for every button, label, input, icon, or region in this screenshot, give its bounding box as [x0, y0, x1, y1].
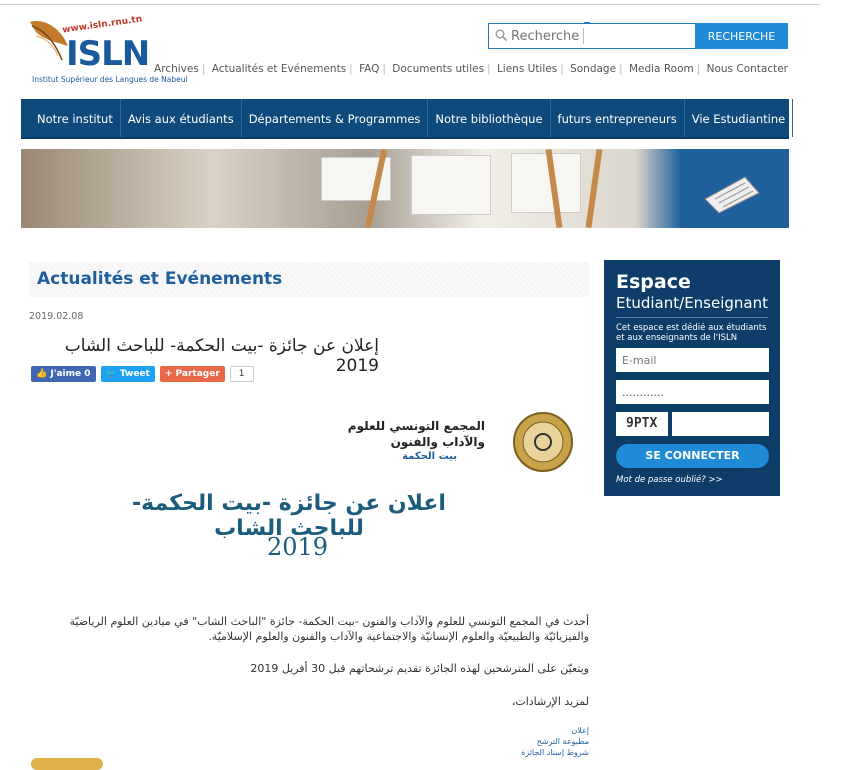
poster-org-line3: بيت الحكمة [402, 451, 457, 462]
search-cursor [584, 22, 590, 24]
forgot-password-link[interactable]: Mot de passe oublié? >> [616, 475, 723, 485]
post-title: إعلان عن جائزة -بيت الحكمة- للباحث الشاب 2019 [64, 336, 379, 376]
captcha-input[interactable] [672, 412, 769, 436]
share-button[interactable]: + Partager [160, 366, 225, 382]
search-input[interactable] [489, 24, 697, 48]
nav-departements[interactable]: Départements & Programmes [242, 99, 429, 137]
nav-bibliotheque[interactable]: Notre bibliothèque [428, 99, 550, 137]
nav-notre-institut[interactable]: Notre institut [21, 99, 121, 137]
academy-seal-icon [509, 411, 577, 473]
top-links: Archives | Actualités et Evénements | FAQ | Documents utiles | Liens Utiles | Sondage | Media Room | Nous Contacter [154, 63, 788, 75]
link-application-form[interactable]: مطبوعة الترشح [536, 737, 589, 746]
nav-mastere[interactable]: Mastère [800, 112, 847, 126]
poster-org-line2: والآداب والفنون [390, 435, 485, 449]
bottom-decoration [31, 758, 103, 770]
nav-avis-etudiants[interactable]: Avis aux étudiants [121, 99, 242, 137]
login-title: Espace [616, 271, 691, 293]
login-description: Cet espace est dédié aux étudiants et aux enseignants de l'ISLN [616, 323, 767, 343]
main-nav [21, 99, 847, 139]
poster-headline: اعلان عن جائزة -بيت الحكمة- للباحث الشاب [132, 491, 446, 541]
banner-poster-3 [511, 153, 581, 213]
search-button[interactable]: RECHERCHE [695, 23, 788, 49]
search-box [488, 23, 788, 49]
logo-url: www.isln.rnu.tn [61, 14, 143, 36]
post-links [429, 725, 589, 758]
toplink-contact[interactable]: Nous Contacter [706, 63, 788, 75]
twitter-icon: 🐦 [105, 369, 117, 379]
banner-poster-2 [411, 155, 491, 215]
section-header [29, 262, 589, 297]
toplink-liens[interactable]: Liens Utiles [496, 63, 558, 75]
post-paragraph-1: أحدث في المجمع التونسي للعلوم والآداب والفنون -بيت الحكمة- جائزة "الباحث الشاب" في ميادين العلوم الرياضيّة والفيزيائيّة والطبيعيّة والعلوم الإنسانيّة والاجتماعية والآداب والفنون والعلوم الإسلاميّة. [69, 615, 589, 643]
login-subtitle: Etudiant/Enseignant [616, 294, 768, 312]
logo-brand: ISLN [66, 34, 150, 74]
login-button[interactable]: SE CONNECTER [616, 444, 769, 468]
thumbs-up-icon: 👍 [36, 369, 48, 379]
post-paragraph-3: لمزيد الإرشادات، [511, 695, 589, 708]
announcement-poster [29, 395, 589, 585]
toplink-sondage[interactable]: Sondage [570, 63, 617, 75]
toplink-archives[interactable]: Archives [154, 63, 199, 75]
top-divider [0, 4, 820, 5]
nav-vie-estudiantine[interactable]: Vie Estudiantine [685, 99, 794, 137]
toplink-faq[interactable]: FAQ [359, 63, 380, 75]
post-paragraph-2: ويتعيّن على المترشحين لهذه الجائزة تقديم ترشحاتهم قبل 30 أفريل 2019 [250, 662, 589, 675]
plus-icon: + [164, 369, 173, 379]
login-panel [604, 260, 780, 496]
link-prize-conditions[interactable]: شروط إسناد الجائزة [521, 748, 589, 757]
email-field[interactable] [616, 348, 769, 372]
facebook-like-button[interactable]: 👍 J'aime 0 [31, 366, 96, 382]
password-field[interactable] [616, 380, 769, 404]
feather-logo-icon [26, 16, 70, 70]
share-count: 1 [230, 366, 254, 382]
header-banner [21, 149, 789, 228]
social-buttons [31, 366, 254, 382]
toplink-actualites[interactable]: Actualités et Evénements [211, 63, 347, 75]
nav-futurs-entrepreneurs[interactable]: futurs entrepreneurs [551, 99, 685, 137]
login-divider [616, 317, 768, 318]
post-date: 2019.02.08 [29, 311, 84, 322]
captcha-image: 9PTX [616, 412, 668, 436]
tweet-button[interactable]: 🐦 Tweet [101, 366, 155, 382]
search-divider [583, 28, 584, 44]
poster-org-line1: المجمع التونسي للعلوم [347, 419, 485, 433]
logo-subtitle: Institut Supérieur des Langues de Nabeul [32, 75, 188, 84]
banner-easel-3 [586, 149, 603, 228]
poster-year: 2019 [267, 533, 329, 561]
newspaper-icon [701, 169, 761, 213]
toplink-documents[interactable]: Documents utiles [392, 63, 485, 75]
section-title: Actualités et Evénements [37, 269, 283, 289]
toplink-media-room[interactable]: Media Room [628, 63, 694, 75]
link-announcement[interactable]: إعلان [571, 726, 589, 735]
